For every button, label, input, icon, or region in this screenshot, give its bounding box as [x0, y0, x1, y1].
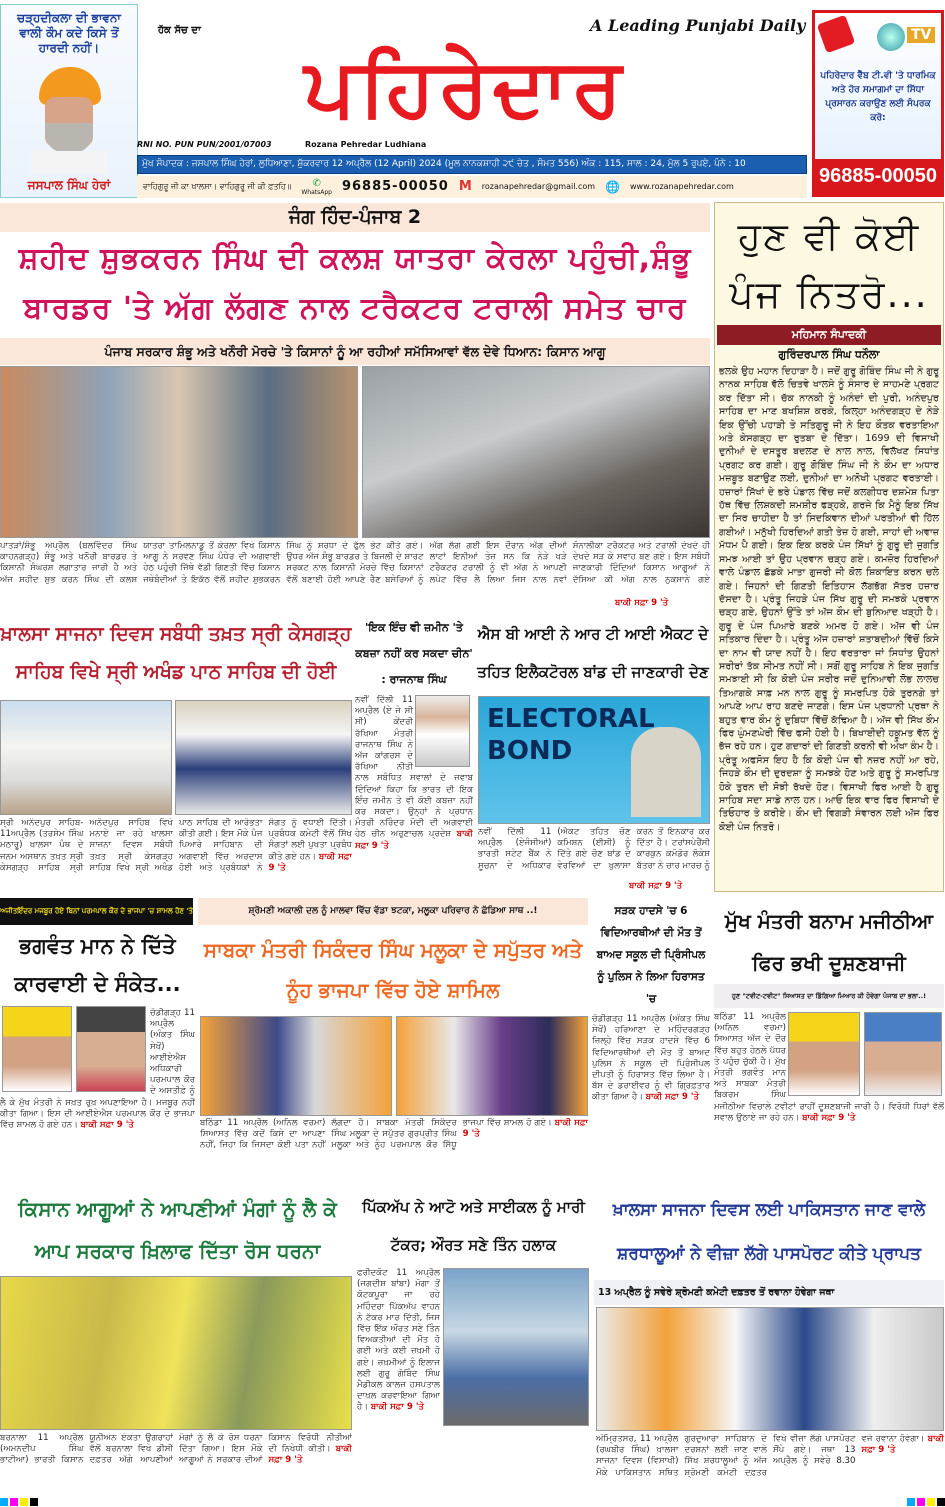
email[interactable]: rozanapehredar@gmail.com: [481, 182, 596, 191]
pakistan-headline: ਖ਼ਾਲਸਾ ਸਾਜਨਾ ਦਿਵਸ ਲਈ ਪਾਕਿਸਤਾਨ ਜਾਣ ਵਾਲੇ ਸ਼ਰਧਾਲੂਆਂ ਨੇ ਵੀਜ਼ਾ ਲੱਗੇ ਪਾਸਪੋਰਟ ਕੀਤੇ ਪ੍ਰਾਪਤ: [612, 1200, 926, 1264]
newspaper-logo: ਪਹਿਰੇਦਾਰ: [304, 41, 626, 134]
ad-quote: ਚੜ੍ਹਦੀਕਲਾ ਦੀ ਭਾਵਨਾ ਵਾਲੀ ਕੌਮ ਕਦੇ ਕਿਸੇ ਤੋਂ ਹਾਰਦੀ ਨਹੀਂ।: [17, 11, 121, 55]
lead-headline: ਸ਼ਹੀਦ ਸ਼ੁਭਕਰਨ ਸਿੰਘ ਦੀ ਕਲਸ਼ ਯਾਤਰਾ ਕੇਰਲਾ ਪਹੁੰਚੀ,ਸ਼ੰਭੂ ਬਾਰਡਰ 'ਤੇ ਅੱਗ ਲੱਗਣ ਨਾਲ ਟਰੈਕਟਰ ਟਰਾਲੀ ਸਮੇਤ ਚਾਰ: [18, 241, 692, 326]
kesgarh-body: ਸ੍ਰੀ ਅਨੰਦਪੁਰ ਸਾਹਿਬ- 11ਅਪ੍ਰੈਲ (ਤਰਸੇਮ ਸਿੰਘ ਮਠਾਰੂ) ਖਾਲਸਾ ਪੰਥ ਦੇ ਜਨਮ ਅਸਥਾਨ ਤਖ਼ਤ ਸ੍ਰੀ ਕੇਸਗੜ੍ਹ ਸਾਹਿਬ ਸ੍ਰੀ ਅਨੰਦਪੁਰ ਸਾਹਿਬ ਵਿਖੇ ਮਨਾਏ ਜਾ ਰਹੇ ਖਾਲਸਾ ਸਾਜਨਾ ਦਿਵਸ ਸਬੰਧੀ ਤਖ਼ਤ ਸ੍ਰੀ ਕੇਸਗੜ੍ਹ ਸਾਹਿਬ ਵਿਖੇ ਸ੍ਰੀ ਅਖੰਡ ਪਾਠ ਸਾਹਿਬ ਦੀ ਆਰੰਭਤਾ ਕੀਤੀ ਗਈ। ਇਸ ਮੌਕੇ ਪੰਜ ਪਿਆਰੇ ਸਾਹਿਬਾਨ ਦੀ ਅਗਵਾਈ ਵਿੱਚ ਅਰਦਾਸ ਹੋਈ ਅਤੇ ਪ੍ਰਬੰਧਕਾਂ ਨੇ ਸੰਗਤ ਨੂੰ ਵਧਾਈ ਦਿੱਤੀ। ਪ੍ਰਬੰਧਕ ਕਮੇਟੀ ਵੱਲੋਂ ਸਿੱਖ ਸੰਗਤਾਂ ਲਈ ਪੁਖਤਾ ਪ੍ਰਬੰਧ ਕੀਤੇ ਗਏ ਹਨ। ਬਾਕੀ ਸਫ਼ਾ 9 'ਤੇ: [0, 818, 352, 873]
continued-link[interactable]: ਬਾਕੀ ਸਫ਼ਾ 9 'ਤੇ: [612, 598, 668, 609]
editor-portrait-ad: [0, 4, 138, 198]
globe-icon: 🌐: [605, 180, 621, 194]
tv-ad-text: ਪਹਿਰੇਦਾਰ ਵੈੱਬ ਟੀ.ਵੀ 'ਤੇ ਧਾਰਮਿਕ ਅਤੇ ਹੋਰ ਸਮਾਗਮਾਂ ਦਾ ਸਿੱਧਾ ਪ੍ਰਸਾਰਨ ਕਰਾਉਣ ਲਈ ਸੰਪਰਕ ਕਰੋ:: [820, 71, 936, 123]
contact-bar: [137, 176, 807, 198]
email-icon: M: [458, 179, 472, 194]
continued-link[interactable]: ਬਾਕੀ ਸਫ਼ਾ 9 'ਤੇ: [355, 829, 473, 851]
whatsapp-label: WhatsApp: [301, 189, 332, 196]
continued-link[interactable]: ਬਾਕੀ ਸਫ਼ਾ 9 'ਤੇ: [268, 851, 352, 873]
phone-number: 96885-00050: [341, 179, 449, 194]
kesgarh-headline: ਖ਼ਾਲਸਾ ਸਾਜਨਾ ਦਿਵਸ ਸਬੰਧੀ ਤਖ਼ਤ ਸ੍ਰੀ ਕੇਸਗੜ੍ਹ ਸਾਹਿਬ ਵਿਖੇ ਸ੍ਰੀ ਅਖੰਡ ਪਾਠ ਸਾਹਿਬ ਦੀ ਹੋਈ: [0, 623, 352, 683]
dateline-bar: ਮੁੱਖ ਸੰਪਾਦਕ : ਜਸਪਾਲ ਸਿੰਘ ਹੇਰਾਂ, ਲੁਧਿਆਣਾ, ਸ਼ੁੱਕਰਵਾਰ 12 ਅਪ੍ਰੈਲ (12 April) 2024 (ਮੂਲ ਨਾਨਕਸ਼ਾਹੀ ੨੯ ਚੇਤ , ਸੰਮਤ 556) ਅੰਕ : 115, ਸਾਲ : 24, ਮੁੱਲ 5 ਰੁਪਏ, ਪੰਨੇ : 10: [137, 155, 807, 174]
rajnath-headline: 'ਇਕ ਇੰਚ ਵੀ ਜ਼ਮੀਨ 'ਤੇ ਕਬਜ਼ਾ ਨਹੀਂ ਕਰ ਸਕਦਾ ਚੀਨ' : ਰਾਜਨਾਥ ਸਿੰਘ: [355, 621, 473, 686]
continued-link[interactable]: ਬਾਕੀ ਸਫ਼ਾ 9 'ਤੇ: [462, 1118, 588, 1140]
guest-editorial: [714, 202, 944, 892]
mann-headline: ਭਗਵੰਤ ਮਾਨ ਨੇ ਦਿੱਤੇ ਕਾਰਵਾਈ ਦੇ ਸੰਕੇਤ...: [14, 934, 181, 996]
maluka-kicker: ਸ਼੍ਰੋਮਣੀ ਅਕਾਲੀ ਦਲ ਨੂੰ ਮਾਲਵਾ ਵਿੱਚ ਵੱਡਾ ਝਟਕਾ, ਮਲੂਕਾ ਪਰਿਵਾਰ ਨੇ ਛੱਡਿਆ ਸਾਥ ..!: [198, 898, 588, 925]
maluka-body: ਬਠਿੰਡਾ 11 ਅਪ੍ਰੈਲ (ਅਨਿਲ ਵਰਮਾ) ਸਿਆਸਤ ਵਿੱਚ ਕਦੋਂ ਕਿਸੇ ਦਾ ਆਪਣਾ ਨਹੀਂ, ਜਿਹਾ ਕਿ ਜਿਸਦਾ ਕੋਈ ਪਤਾ ਨਹੀਂ ਲੱਗਦਾ ਹੈ। ਸਾਬਕਾ ਮੰਤਰੀ ਸਿਕੰਦਰ ਸਿੰਘ ਮਲੂਕਾ ਦੇ ਸਪੁੱਤਰ ਗੁਰਪ੍ਰੀਤ ਸਿੰਘ ਮਲੂਕਾ ਅਤੇ ਨੂੰਹ ਪਰਮਪਾਲ ਕੌਰ ਸਿੱਧੂ ਭਾਜਪਾ ਵਿੱਚ ਸ਼ਾਮਲ ਹੋ ਗਏ। ਬਾਕੀ ਸਫ਼ਾ 9 'ਤੇ: [200, 1118, 588, 1151]
kisan-dharna-photo: [0, 1276, 352, 1430]
continued-link[interactable]: ਬਾਕੀ ਸਫ਼ਾ 9 'ਤੇ: [370, 1402, 424, 1413]
editorial-label: ਮਹਿਮਾਨ ਸੰਪਾਦਕੀ: [717, 325, 941, 345]
electoral-bond-image: [478, 696, 710, 824]
subtitle: A Leading Punjabi Daily: [590, 16, 806, 35]
sbi-headline: ਐਸ ਬੀ ਆਈ ਨੇ ਆਰ ਟੀ ਆਈ ਐਕਟ ਦੇ ਤਹਿਤ ਇਲੈਕਟੋਰਲ ਬਾਂਡ ਦੀ ਜਾਣਕਾਰੀ ਦੇਣ: [477, 625, 709, 681]
tv-badge: TV: [907, 27, 935, 43]
kalash-yatra-photo: [0, 366, 358, 538]
editorial-body: ਭਲਕੇ ਉਹ ਮਹਾਨ ਦਿਹਾੜਾ ਹੈ। ਜਦੋਂ ਗੁਰੂ ਗੋਬਿੰਦ ਸਿੰਘ ਜੀ ਨੇ ਗੁਰੂ ਨਾਨਕ ਸਾਹਿਬ ਵੱਲੋ ਚਿਤਵੇ ਖਾਲਸੇ ਨੂੰ ਸੰਸਾਰ ਦੇ ਸਾਹਮਣੇ ਪ੍ਰਗਟ ਕਰ ਦਿੱਤਾ ਸੀ। ਚੱਕ ਨਾਨਕੀ ਨੂੰ ਅਨੰਦਾਂ ਦੀ ਪੁਰੀ, ਅਨੰਦਪੁਰ ਸਾਹਿਬ ਦਾ ਮਾਣ ਬਖਸ਼ਿਸ਼ ਕਰਕੇ, ਕਿਲ੍ਹਾ ਅਨੰਦਗੜ੍ਹ ਦੇ ਨੇੜੇ ਇਕ ਉੱਚੀ ਪਹਾੜੀ ਤੇ ਸਤਿਗੁਰੂ ਜੀ ਨੇ ਇਹ ਕੌਤਕ ਵਰਤਾਇਆ ਅਤੇ ਕੇਸਗੜ੍ਹ ਦਾ ਰੁਤਬਾ ਦੇ ਦਿੱਤਾ। 1699 ਦੀ ਵਿਸਾਖੀ ਦੁਨੀਆਂ ਦੇ ਦਸਤੂਰ ਬਦਲਣ ਦੇ ਨਾਲ ਨਾਲ, ਵਿਲੱਖਣ ਸਿਧਾਂਤ ਪ੍ਰਗਟ ਕਰ ਗਈ। ਗੁਰੂ ਗੋਬਿੰਦ ਸਿੰਘ ਜੀ ਨੇ ਕੌਮ ਦਾ ਅਧਾਰ ਮਜ਼ਬੂਤ ਬਣਾਉਣ ਲਈ, ਦੁਨੀਆਂ ਦਾ ਅਨੋਖੀ ਪ੍ਰਗਟ ਵਰਤਾਈ। ਹਜ਼ਾਰਾਂ ਸਿੱਖਾਂ ਦੇ ਭਰੇ ਪੰਡਾਲ ਵਿੱਚ ਜਦੋਂ ਕਲਗੀਧਰ ਦਸ਼ਮੇਸ਼ ਪਿਤਾ ਹੱਥ ਵਿੱਚ ਲਿਸ਼ਕਦੀ ਸ਼ਮਸ਼ੀਰ ਫੜ੍ਹਕੇ, ਗਰਜੇ ਕਿ ਮੈਨੂੰ ਇਕ ਸਿੱਖ ਦਾ ਸਿਰ ਚਾਹੀਦਾ ਹੈ ਤਾਂ ਸਿਦਕਿਵਾਨ ਦੀਆਂ ਪਰਤੀਆਂ ਵੀ ਹਿੱਲ ਗਈਆਂ। ਮਨੁੱਖੀ ਹਿਰਦਿਆਂ ਗਤੀ ਤੇਜ਼ ਹੋ ਗਈ, ਸਾਹਾਂ ਦੀ ਅਵਾਜ਼ ਮੱਧਮ ਪੈ ਗਈ। ਇਕ ਇਕ ਕਰਕੇ ਪੰਜ ਸਿੱਖਾਂ ਨੂੰ ਗੁਰੂ ਦੀ ਜੁਗਤਿ ਸਮਝ ਆਈ ਤਾਂ ਉਹ ਪ੍ਰਵਾਨ ਚੜ੍ਹ ਗਏ। ਕਮਜ਼ੋਰ ਹਿਰਦਿਆਂ ਵਾਲੇ ਪੰਡਾਲ ਛੱਡਕੇ ਮਾਤਾ ਗੁਜਰੀ ਜੀ ਕੋਲ ਸ਼ਿਕਾਇਤ ਕਰਨ ਚਲੇ ਗਏ। ਜਿਹਨਾਂ ਦੀ ਗਿਣਤੀ ਇਤਿਹਾਸ ਲੱਗਭੱਗ ਸੱਤਰ ਹਜ਼ਾਰ ਦੱਸਦਾ ਹੈ। ਪ੍ਰੰਤੂ ਜਿਹੜੇ ਪੰਜ ਸਿੱਖ ਗੁਰੂ ਦੀ ਸਮਝਕੇ ਪ੍ਰਵਾਨ ਚੜ੍ਹ ਗਏ, ਉਹਨਾਂ ਉੱਤੇ ਤਾਂ ਅੱਜ ਕੌਮ ਦੀ ਬੁਨਿਆਦ ਖੜ੍ਹੀ ਹੈ। ਗੁਰੂ ਦੇ ਪੰਜ ਪਿਆਰੇ ਬਣਕੇ ਅਮਰ ਹੋ ਗਏ। ਅੱਜ ਵੀ ਪੰਜ ਸਤਿਕਾਰ ਦਿੰਦਾ ਹੈ। ਪ੍ਰੰਤੂ ਅੱਜ ਹਜ਼ਾਰਾਂ ਸ਼ਤਾਬਦੀਆਂ ਵਿੱਚੋਂ ਕਿਸੇ ਦਾ ਨਾਮ ਵੀ ਯਾਦ ਨਹੀਂ ਹੈ। ਇਹ ਵਰਤਾਰਾ ਜਾਂ ਸਿਧਾਂਤ ਉਹਨਾਂ ਸਰੀਰਾਂ ਤੱਕ ਸੀਮਤ ਨਹੀਂ ਸੀ। ਸਗੋਂ ਗੁਰੂ ਸਾਹਿਬ ਨੇ ਇਕ ਜੁਗਤਿ ਸਮਝਾਈ ਸੀ ਕਿ ਕੋਈ ਪੰਜ ਸਰੀਰ ਜਦੋਂ ਦੁਨਿਆਵੀ ਲੋਭ ਲਾਲਚ ਤਿਆਗਕੇ ਸਾਫ਼ ਮਨ ਨਾਲ ਗੁਰੂ ਨੂੰ ਸਮਰਪਿਤ ਹੋਕੇ ਤੁਰਨਗੇ ਤਾਂ ਆਪਣੇ ਆਪ ਰਾਹ ਬਣਦੇ ਜਾਣਗੇ। ਇਸ ਪੰਜ ਪ੍ਰਧਾਨੀ ਪ੍ਰਥਾ ਨੇ ਬਹੁਤ ਵਾਰ ਕੌਮ ਨੂੰ ਦੁਬਿਧਾ ਵਿੱਚੋਂ ਕੱਢਿਆ ਹੈ। ਅੱਜ ਵੀ ਸਿੱਖ ਕੌਮ ਫਿਰ ਘੁੰਮਣਘੇਰੀ ਵਿੱਚ ਫਸੀ ਹੋਈ ਹੈ। ਬਿਖਾਈਦੀ ਹਕੂਮਤ ਵੱਲ ਨੂੰ ਭੱਜ ਰਹੇ ਹਨ। ਹੁਣ ਗਦਾਰਾਂ ਦੀ ਗਿਣਤੀ ਕਰਨੀ ਵੀ ਔਖਾ ਕੰਮ ਹੈ। ਪ੍ਰੰਤੂ ਅਫਸੋਸ ਇਹ ਹੈ ਕਿ ਕੋਈ ਪੰਜ ਵੀ ਨਜ਼ਰ ਨਹੀਂ ਆ ਰਹੇ, ਜਿਹੜੇ ਕੌਮ ਦੀ ਦੁਰਦਸ਼ਾ ਨੂੰ ਸਮਝਕੇ ਹੋਣ ਅਤੇ ਗੁਰੂ ਨੂੰ ਸਮਰਪਿਤ ਹੋਕੇ ਤੁਰਨ ਦੀ ਸੋਝੀ ਰੱਖਦੇ ਹੋਣ। ਵਿਸਾਖੀ ਫਿਰ ਆਈ ਹੈ ਗੁਰੂ ਸਾਹਿਬ ਸਦਾ ਸਾਡੇ ਨਾਲ ਹਨ। ਆਓ ਇਕ ਵਾਰ ਫਿਰ ਵਿਸਾਖੀ ਦੇ ਤਿਓਹਾਰ ਤੇ ਕਰੀਏ। ਕੌਮ ਦੀ ਵਿਗੜੀ ਸੰਵਾਰਨ ਲਈ ਅੱਜ ਫਿਰ ਕੋਈ ਪੰਜ ਨਿਤਰੋ।: [719, 366, 939, 833]
lead-subhead: ਪੰਜਾਬ ਸਰਕਾਰ ਸ਼ੰਭੂ ਅਤੇ ਖਨੌਰੀ ਮੋਰਚੇ 'ਤੇ ਕਿਸਾਨਾਂ ਨੂੰ ਆ ਰਹੀਆਂ ਸਮੱਸਿਆਵਾਂ ਵੱਲ ਦੇਵੇ ਧਿਆਨ: ਕਿਸਾਨ ਆਗੂ: [0, 338, 710, 365]
tagline: ਹੱਕ ਸੱਚ ਦਾ: [158, 25, 201, 36]
pickup-headline: ਪਿੱਕਅੱਪ ਨੇ ਆਟੋ ਅਤੇ ਸਾਈਕਲ ਨੂੰ ਮਾਰੀ ਟੱਕਰ; ਔਰਤ ਸਣੇ ਤਿੰਨ ਹਲਾਕ: [362, 1198, 585, 1254]
editorial-author: ਗੁਰਿੰਦਰਪਾਲ ਸਿੰਘ ਧਨੌਲਾ: [778, 348, 880, 361]
editorial-headline: ਹੁਣ ਵੀ ਕੋਈ ਪੰਜ ਨਿਤਰੋ...: [729, 214, 929, 316]
edition-name: Rozana Pehredar Ludhiana: [305, 140, 427, 149]
sbi-body: ਨਵੀਂ ਦਿੱਲੀ 11 ਅਪ੍ਰੈਲ (ਏਜੰਸੀਆਂ) ਭਾਰਤੀ ਸਟੇਟ ਬੈਂਕ ਨੇ ਸੂਚਨਾ ਦੇ ਅਧਿਕਾਰ (ਐਕਟ ਤਹਿਤ ਚੋਣ ਕਮਿਸ਼ਨ (ਈਸੀ) ਨੂੰ ਦਿੱਤੇ ਗਏ ਚੋਣ ਬਾਂਡ ਦੇ ਵੇਰਵਿਆਂ ਦਾ ਖੁਲਾਸਾ ਕਰਨ ਤੋਂ ਇਨਕਾਰ ਕਰ ਦਿੱਤਾ ਹੈ। ਟਰਾਂਸਪੇਰੈਂਸੀ ਕਾਰਕੁਨ ਕਮੋਡੋਰ ਲੋਕੇਸ਼ ਬੱਤਰਾ ਨੇ ਚਾਰ ਮਾਰਚ ਨੂੰ: [478, 827, 710, 871]
pakistan-body: ਅੰਮ੍ਰਿਤਸਰ, 11 ਅਪ੍ਰੈਲ (ਰਘਬੀਰ ਸਿੰਘ) ਖ਼ਾਲਸਾ ਸਾਜਨਾ ਦਿਵਸ (ਵਿਸਾਖੀ) ਮੌਕੇ ਪਾਕਿਸਤਾਨ ਸਥਿਤ ਗੁਰਦੁਆਰਾ ਸਾਹਿਬਾਨ ਦੇ ਦਰਸ਼ਨਾਂ ਲਈ ਜਾਣ ਵਾਲੇ ਸਿੱਖ ਸ਼ਰਧਾਲੂਆਂ ਨੂੰ ਅੱਜ ਸ਼੍ਰੋਮਣੀ ਕਮੇਟੀ ਦਫ਼ਤਰ ਵਿਖੇ ਵੀਜ਼ਾ ਲੱਗੇ ਪਾਸਪੋਰਟ ਸੌਂਪੇ ਗਏ। ਜਥਾ 13 ਅਪ੍ਰੈਲ ਨੂੰ ਸਵੇਰੇ 8.30 ਵਜੇ ਰਵਾਨਾ ਹੋਵੇਗਾ। ਬਾਕੀ ਸਫ਼ਾ 9 'ਤੇ: [596, 1434, 944, 1478]
kesgarh-photo-1: [0, 700, 172, 815]
kisan-headline: ਕਿਸਾਨ ਆਗੂਆਂ ਨੇ ਆਪਣੀਆਂ ਮੰਗਾਂ ਨੂੰ ਲੈ ਕੇ ਆਪ ਸਰਕਾਰ ਖ਼ਿਲਾਫ ਦਿੱਤਾ ਰੋਸ ਧਰਨਾ: [18, 1197, 337, 1263]
globe-icon: [877, 23, 905, 51]
continued-link[interactable]: ਬਾਕੀ ਸਫ਼ਾ 9 'ਤੇ: [268, 1444, 352, 1466]
lead-body: ਪਾਤੜਾਂ/ਸ਼ੰਭੂ ਅਪ੍ਰੈਲ (ਬਲਵਿੰਦਰ ਸਿੰਘ ਕਾਹਨਗੜ੍ਹ) ਸ਼ੰਭੂ ਅਤੇ ਖਨੌਰੀ ਬਾਰਡਰ ਤੇ ਕਿਸਾਨੀ ਸੰਘਰਸ਼ ਲਗਾਤਾਰ ਜਾਰੀ ਹੈ ਅਤੇ ਅੱਜ ਸ਼ਹੀਦ ਸ਼ੁਭ ਕਰਨ ਸਿੰਘ ਦੀ ਕਲਸ਼ ਯਾਤਰਾ ਤਾਮਿਲਨਾਡੂ ਤੋਂ ਕੇਰਲਾ ਵਿਖੇ ਕਿਸਾਨ ਆਗੂ ਨੇ ਸਰਵਣ ਸਿੰਘ ਪੰਧੇਰ ਦੀ ਅਗਵਾਈ ਹੇਠ ਪਹੁੰਚੀ ਜਿੱਥੇ ਵੱਡੀ ਗਿਣਤੀ ਵਿੱਚ ਕਿਸਾਨ ਜਥੇਬੰਦੀਆਂ ਤੇ ਇਕੱਠ ਵੱਲੋਂ ਸ਼ਹੀਦ ਸ਼ੁਭਕਰਨ ਸਿੰਘ ਨੂੰ ਸ਼ਰਧਾ ਦੇ ਫੁੱਲ ਭੇਟ ਕੀਤੇ ਗਏ। ਉਧਰ ਅੱਜ ਸ਼ੰਭੂ ਬਾਰਡਰ ਤੇ ਬਿਜਲੀ ਦੇ ਸ਼ਾਰਟ ਸਰਕਟ ਨਾਲ ਕਿਸਾਨੀ ਮੋਰਚੇ ਵਿੱਚ ਕਿਸਾਨਾਂ ਵੱਲੋਂ ਬਣਾਈ ਹੋਈ ਆਪਣੇ ਰੈਣ ਬਸੇਰਿਆਂ ਨੂੰ ਅੱਗ ਲੱਗ ਗਈ ਇਸ ਦੌਰਾਨ ਅੱਗ ਦੀਆਂ ਲਾਟਾਂ ਇਨੀਆਂ ਤੇਜ਼ ਸਨ ਕਿ ਨੇੜੇ ਖੜੇ ਟਰੈਕਟਰ ਟਰਾਲੀ ਨੂੰ ਵੀ ਅੱਗ ਨੇ ਆਪਣੀ ਲਪੇਟ ਵਿੱਚ ਲੈ ਲਿਆ ਜਿਸ ਨਾਲ ਨਵਾਂ ਸੋਨਾਲੀਕਾ ਟਰੈਕਟਰ ਅਤੇ ਟਰਾਲੀ ਦੇਖਦੇ ਹੀ ਦੇਖਦੇ ਸੜ ਕੇ ਸਵਾਹ ਬਣ ਗਏ। ਇਸ ਸਬੰਧੀ ਜਾਣਕਾਰੀ ਦਿੰਦਿਆਂ ਕਿਸਾਨ ਆਗੂਆਂ ਨੇ ਦੱਸਿਆ ਕੀ ਅੱਗ ਨਾਲ ਨੁਕਸਾਨੇ ਗਏ: [0, 541, 710, 585]
majithia-body: ਬਠਿੰਡਾ 11 ਅਪ੍ਰੈਲ (ਅਨਿਲ ਵਰਮਾ) ਸਿਆਸਤ ਅੱਜ ਦੇ ਦੌਰ ਵਿੱਚ ਬਹੁਤ ਹੇਠਲੇ ਪੱਧਰ ਤੇ ਪਹੁੰਚ ਚੁੱਕੀ ਹੈ। ਮੁੱਖ ਮੰਤਰੀ ਭਗਵੰਤ ਮਾਨ ਅਤੇ ਸਾਬਕਾ ਮੰਤਰੀ ਬਿਕਰਮ ਸਿੰਘ ਮਜੀਠੀਆ ਵਿਚਾਲੇ ਟਵੀਟਾਂ ਰਾਹੀਂ ਦੂਸ਼ਣਬਾਜੀ ਜਾਰੀ ਹੈ। ਵਿਰੋਧੀ ਧਿਰਾਂ ਵੱਲੋਂ ਸਵਾਲ ਉਠਾਏ ਜਾ ਰਹੇ ਹਨ। ਬਾਕੀ ਸਫ਼ਾ 9 'ਤੇ: [714, 1012, 944, 1123]
maluka-joining-photo-1: [200, 1016, 392, 1116]
accident-body: ਚੰਡੀਗੜ੍ਹ 11 ਅਪ੍ਰੈਲ (ਅੰਕਤ ਸਿੰਘ ਸੇਖੋਂ) ਹਰਿਆਣਾ ਦੇ ਮਹਿੰਦਰਗੜ੍ਹ ਜ਼ਿਲ੍ਹੇ ਵਿੱਚ ਸੜਕ ਹਾਦਸੇ ਵਿੱਚ 6 ਵਿਦਿਆਰਥੀਆਂ ਦੀ ਮੌਤ ਤੋਂ ਬਾਅਦ ਪੁਲਿਸ ਨੇ ਸਕੂਲ ਦੀ ਪ੍ਰਿੰਸੀਪਲ ਦੀਪਤੀ ਨੂੰ ਹਿਰਾਸਤ ਵਿੱਚ ਲਿਆ ਹੈ। ਬੱਸ ਦੇ ਡਰਾਈਵਰ ਨੂੰ ਵੀ ਗ੍ਰਿਫ਼ਤਾਰ ਕੀਤਾ ਗਿਆ ਹੈ। ਬਾਕੀ ਸਫ਼ਾ 9 'ਤੇ: [592, 1014, 710, 1103]
mann-body: ਚੰਡੀਗੜ੍ਹ 11 ਅਪ੍ਰੈਲ (ਅੰਕਤ ਸਿੰਘ ਸੇਖੋਂ) ਆਈਏਐਸ ਅਧਿਕਾਰੀ ਪਰਮਪਾਲ ਕੌਰ ਦੇ ਅਸਤੀਫ਼ੇ ਨੂੰ ਲੈ ਕੇ ਮੁੱਖ ਮੰਤਰੀ ਨੇ ਸਖ਼ਤ ਰੁਖ਼ ਅਪਣਾਇਆ ਹੈ। ਮਜਬੂਰ ਨਹੀਂ ਕੀਤਾ ਗਿਆ। ਇਸ ਦੀ ਆਈਏਐਸ ਪਰਮਪਾਲ ਕੌਰ ਦੇ ਭਾਜਪਾ ਵਿੱਚ ਸ਼ਾਮਲ ਹੋ ਗਏ ਹਨ। ਬਾਕੀ ਸਫ਼ਾ 9 'ਤੇ: [0, 1008, 195, 1131]
website[interactable]: www.rozanapehredar.com: [630, 182, 734, 191]
pakistan-subhead: 13 ਅਪ੍ਰੈਲ ਨੂੰ ਸਵੇਰੇ ਸ਼੍ਰੋਮਣੀ ਕਮੇਟੀ ਦਫ਼ਤਰ ਤੋਂ ਰਵਾਨਾ ਹੋਵੇਗਾ ਜਥਾ: [594, 1280, 944, 1305]
tv-ad-phone: 96885-00050: [819, 165, 937, 187]
color-registration-marks: [0, 1498, 945, 1507]
continued-link[interactable]: ਬਾਕੀ ਸਫ਼ਾ 9 'ਤੇ: [802, 1112, 856, 1123]
editor-photo: [31, 67, 107, 172]
mann-kicker: ਅਜੀਤਇੰਦਰ ਮਜਬੂਰ ਹੋਏ ਬਿਨਾਂ ਪਰਮਪਾਲ ਕੌਰ ਦੇ ਭਾਜਪਾ 'ਚ ਸ਼ਾਮਲ ਹੋਣ 'ਤੇ: [0, 898, 193, 925]
pickup-body: ਫਰੀਦਕੋਟ 11 ਅਪ੍ਰੈਲ (ਜਗਦੀਸ਼ ਬਾਂਬਾ) ਮੋਗਾ ਤੋਂ ਕੋਟਕਪੂਰਾ ਜਾ ਰਹੇ ਮਹਿੰਦਰਾ ਪਿੱਕਅੱਪ ਵਾਹਨ ਨੇ ਟੱਕਰ ਮਾਰ ਦਿੱਤੀ, ਜਿਸ ਵਿੱਚ ਇੱਕ ਔਰਤ ਸਣੇ ਤਿੰਨ ਵਿਅਕਤੀਆਂ ਦੀ ਮੌਤ ਹੋ ਗਈ ਅਤੇ ਕਈ ਜ਼ਖ਼ਮੀ ਹੋ ਗਏ। ਜ਼ਖ਼ਮੀਆਂ ਨੂੰ ਇਲਾਜ ਲਈ ਗੁਰੂ ਗੋਬਿੰਦ ਸਿੰਘ ਮੈਡੀਕਲ ਕਾਲਜ ਹਸਪਤਾਲ ਦਾਖ਼ਲ ਕਰਵਾਇਆ ਗਿਆ ਹੈ। ਬਾਕੀ ਸਫ਼ਾ 9 'ਤੇ: [357, 1268, 440, 1413]
editor-name: ਜਸਪਾਲ ਸਿੰਘ ਹੇਰਾਂ: [27, 178, 111, 192]
continued-link[interactable]: ਬਾਕੀ ਸਫ਼ਾ 9 'ਤੇ: [861, 1434, 944, 1456]
lead-kicker: ਜੰਗ ਹਿੰਦ-ਪੰਜਾਬ 2: [0, 203, 710, 232]
kisan-body: ਬਰਨਾਲਾ 11 ਅਪ੍ਰੈਲ (ਅਮਨਦੀਪ ਸਿੰਘ ਭਾਟੀਆ) ਭਾਰਤੀ ਕਿਸਾਨ ਯੂਨੀਅਨ ਏਕਤਾ ਉਗਰਾਹਾਂ ਵੱਲੋਂ ਬਰਨਾਲਾ ਵਿਖੇ ਡੀਸੀ ਦਫ਼ਤਰ ਅੱਗੇ ਆਪਣੀਆਂ ਮੰਗਾਂ ਨੂੰ ਲੈ ਕੇ ਰੋਸ ਧਰਨਾ ਦਿੱਤਾ ਗਿਆ। ਇਸ ਮੌਕੇ ਆਗੂਆਂ ਨੇ ਸਰਕਾਰ ਦੀਆਂ ਕਿਸਾਨ ਵਿਰੋਧੀ ਨੀਤੀਆਂ ਦੀ ਨਿਖੇਧੀ ਕੀਤੀ। ਬਾਕੀ ਸਫ਼ਾ 9 'ਤੇ: [0, 1433, 352, 1466]
fire-aftermath-photo: [362, 366, 710, 538]
maluka-headline: ਸਾਬਕਾ ਮੰਤਰੀ ਸਿਕੰਦਰ ਸਿੰਘ ਮਲੂਕਾ ਦੇ ਸਪੁੱਤਰ ਅਤੇ ਨੂੰਹ ਭਾਜਪਾ ਵਿੱਚ ਹੋਏ ਸ਼ਾਮਿਲ: [203, 938, 583, 1002]
continued-link[interactable]: ਬਾਕੀ ਸਫ਼ਾ 9 'ਤੇ: [645, 1092, 699, 1103]
accident-headline: ਸੜਕ ਹਾਦਸੇ 'ਚ 6 ਵਿਦਿਆਰਥੀਆਂ ਦੀ ਮੌਤ ਤੋਂ ਬਾਅਦ ਸਕੂਲ ਦੀ ਪ੍ਰਿੰਸੀਪਲ ਨੂੰ ਪੁਲਿਸ ਨੇ ਲਿਆ ਹਿਰਾਸਤ 'ਚ: [596, 905, 706, 1005]
majithia-subhead: ਹੁਣ "ਟਵੀਟ-ਟਵੀਟ" ਸਿਆਸਤ ਦਾ ਡਿੱਗਿਆ ਮਿਆਰ ਕੀ ਹੋਵੇਗਾ ਪੰਜਾਬ ਦਾ ਭਲਾ..!: [714, 984, 944, 1008]
electoral-bond-text: ELECTORAL BOND: [487, 704, 655, 766]
whatsapp-icon: ✆: [312, 178, 321, 189]
maluka-joining-photo-2: [396, 1016, 588, 1116]
passport-distribution-photo: [596, 1307, 944, 1431]
microphone-icon: [817, 15, 855, 53]
rajnath-body: ਨਵੀਂ ਦਿੱਲੀ 11 ਅਪ੍ਰੈਲ (ਏ ਜੇ ਸੀ ਸੀ) ਕੇਂਦਰੀ ਰੱਖਿਆ ਮੰਤਰੀ ਰਾਜਨਾਥ ਸਿੰਘ ਨੇ ਅੱਜ ਕਾਂਗਰਸ ਦੇ ਰੱਖਿਆ ਨੀਤੀ ਨਾਲ ਸਬੰਧਿਤ ਸਵਾਲਾਂ ਦੇ ਜਵਾਬ ਦਿੰਦਿਆਂ ਕਿਹਾ ਕਿ ਭਾਰਤ ਦੀ ਇਕ ਇੰਚ ਜ਼ਮੀਨ ਤੇ ਵੀ ਕੋਈ ਕਬਜ਼ਾ ਨਹੀਂ ਕਰ ਸਕਦਾ। ਉਨ੍ਹਾਂ ਨੇ ਪ੍ਰਧਾਨ ਮੰਤਰੀ ਨਰਿੰਦਰ ਮੋਦੀ ਦੀ ਅਗਵਾਈ ਹੇਠ ਚੀਨ ਅਰੁਣਾਚਲ ਪ੍ਰਦੇਸ਼ ਬਾਕੀ ਸਫ਼ਾ 9 'ਤੇ: [355, 695, 473, 851]
whatsapp-badge[interactable]: [301, 178, 332, 196]
web-tv-ad: [812, 10, 944, 197]
kesgarh-photo-2: [175, 700, 352, 815]
majithia-headline: ਮੁੱਖ ਮੰਤਰੀ ਬਨਾਮ ਮਜੀਠੀਆ ਫਿਰ ਭਖੀ ਦੂਸ਼ਣਬਾਜੀ: [724, 909, 934, 975]
rni-number: RNI NO. PUN PUN/2001/07003: [137, 140, 272, 149]
continued-link[interactable]: ਬਾਕੀ ਸਫ਼ਾ 9 'ਤੇ: [626, 881, 682, 892]
greeting: ਵਾਹਿਗੁਰੂ ਜੀ ਕਾ ਖਾਲਸਾ। ਵਾਹਿਗੁਰੂ ਜੀ ਕੀ ਫ਼ਤਹਿ॥: [143, 182, 292, 191]
continued-link[interactable]: ਬਾਕੀ ਸਫ਼ਾ 9 'ਤੇ: [80, 1120, 134, 1131]
